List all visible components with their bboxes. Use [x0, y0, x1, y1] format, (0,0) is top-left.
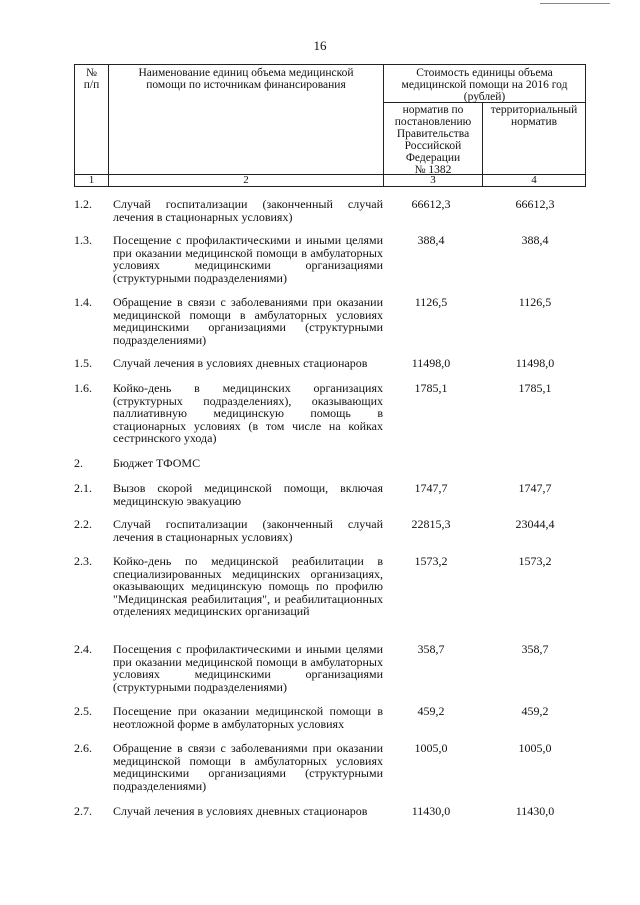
column-number-1: 1: [88, 174, 95, 186]
row-number: 2.2.: [74, 517, 92, 531]
header-sub-territorial: территориальный норматив: [490, 104, 578, 128]
row-territorial-value: 66612,3: [515, 197, 555, 211]
row-territorial-value: 1747,7: [518, 481, 552, 495]
row-federal-value: 66612,3: [411, 197, 451, 211]
row-federal-value: 388,4: [417, 233, 445, 247]
header-bottom-border: [74, 186, 586, 187]
header-num: № п/п: [83, 67, 100, 91]
row-number: 2.1.: [74, 481, 92, 495]
row-name: Случай лечения в условиях дневных стационаров: [113, 804, 368, 818]
row-number: 2.5.: [74, 704, 92, 718]
row-name: Посещения с профилактическими и иными целями при оказании медицинской помощи в амбулаторных условиях медицинскими организациями (структурными подразделениями): [113, 642, 383, 694]
row-federal-value: 358,7: [417, 642, 445, 656]
row-number: 2.6.: [74, 741, 92, 755]
row-number: 2.4.: [74, 642, 92, 656]
row-territorial-value: 11430,0: [515, 804, 555, 818]
row-federal-value: 1785,1: [414, 381, 448, 395]
column-number-4: 4: [531, 174, 537, 186]
row-name: Случай госпитализации (законченный случай лечения в стационарных условиях): [113, 197, 383, 224]
row-territorial-value: 1126,5: [518, 295, 552, 309]
row-name: Обращение в связи с заболеваниями при оказании медицинской помощи в амбулаторных условиях медицинскими организациями (структурными подразделениями): [113, 295, 383, 347]
column-number-2: 2: [243, 174, 249, 186]
row-name: Случай госпитализации (законченный случай лечения в стационарных условиях): [113, 517, 383, 544]
row-federal-value: 11430,0: [411, 804, 451, 818]
row-federal-value: 1126,5: [414, 295, 448, 309]
row-name: Бюджет ТФОМС: [113, 456, 201, 470]
header-cost: Стоимость единицы объема медицинской помощи на 2016 год (рублей): [401, 67, 568, 103]
row-number: 2.: [74, 456, 83, 470]
row-federal-value: 1573,2: [414, 554, 448, 568]
row-federal-value: 1747,7: [414, 481, 448, 495]
row-name: Койко-день по медицинской реабилитации в специализированных медицинских организациях, оказывающих медицинскую помощь по профилю "Медицинская реабилитация", и реабилитационных отделениях медицинских организаций: [113, 554, 383, 618]
header-name: Наименование единиц объема медицинской помощи по источникам финансирования: [138, 67, 354, 91]
row-name: Посещение с профилактическими и иными целями при оказании медицинской помощи в амбулаторных условиях медицинскими организациями (структурными подразделениями): [113, 233, 383, 285]
row-federal-value: 459,2: [417, 704, 445, 718]
row-territorial-value: 358,7: [521, 642, 549, 656]
header-right-border: [585, 64, 586, 186]
row-territorial-value: 1573,2: [518, 554, 552, 568]
scan-mark: [540, 3, 610, 4]
row-territorial-value: 388,4: [521, 233, 549, 247]
column-number-3: 3: [430, 174, 436, 186]
header-sub-federal: норматив по постановлению Правительства Российской Федерации № 1382: [394, 104, 472, 176]
row-federal-value: 11498,0: [411, 356, 451, 370]
row-number: 2.3.: [74, 554, 92, 568]
header-top-border: [74, 64, 586, 65]
row-number: 1.3.: [74, 233, 92, 247]
row-territorial-value: 23044,4: [515, 517, 555, 531]
row-territorial-value: 1785,1: [518, 381, 552, 395]
row-number: 1.4.: [74, 295, 92, 309]
page-number: 16: [313, 38, 327, 53]
row-name: Посещение при оказании медицинской помощи в неотложной форме в амбулаторных условиях: [113, 704, 383, 731]
row-federal-value: 22815,3: [411, 517, 451, 531]
row-territorial-value: 1005,0: [518, 741, 552, 755]
row-number: 1.2.: [74, 197, 92, 211]
row-name: Случай лечения в условиях дневных стационаров: [113, 356, 368, 370]
row-territorial-value: 459,2: [521, 704, 549, 718]
row-number: 2.7.: [74, 804, 92, 818]
row-name: Обращение в связи с заболеваниями при оказании медицинской помощи в амбулаторных условиях медицинскими организациями (структурными подразделениями): [113, 741, 383, 793]
row-name: Вызов скорой медицинской помощи, включая медицинскую эвакуацию: [113, 481, 383, 508]
row-federal-value: 1005,0: [414, 741, 448, 755]
row-number: 1.5.: [74, 356, 92, 370]
row-name: Койко-день в медицинских организациях (структурных подразделениях), оказывающих паллиативную медицинскую помощь в стационарных условиях (в том числе на койках сестринского ухода): [113, 381, 383, 445]
row-territorial-value: 11498,0: [515, 356, 555, 370]
row-number: 1.6.: [74, 381, 92, 395]
